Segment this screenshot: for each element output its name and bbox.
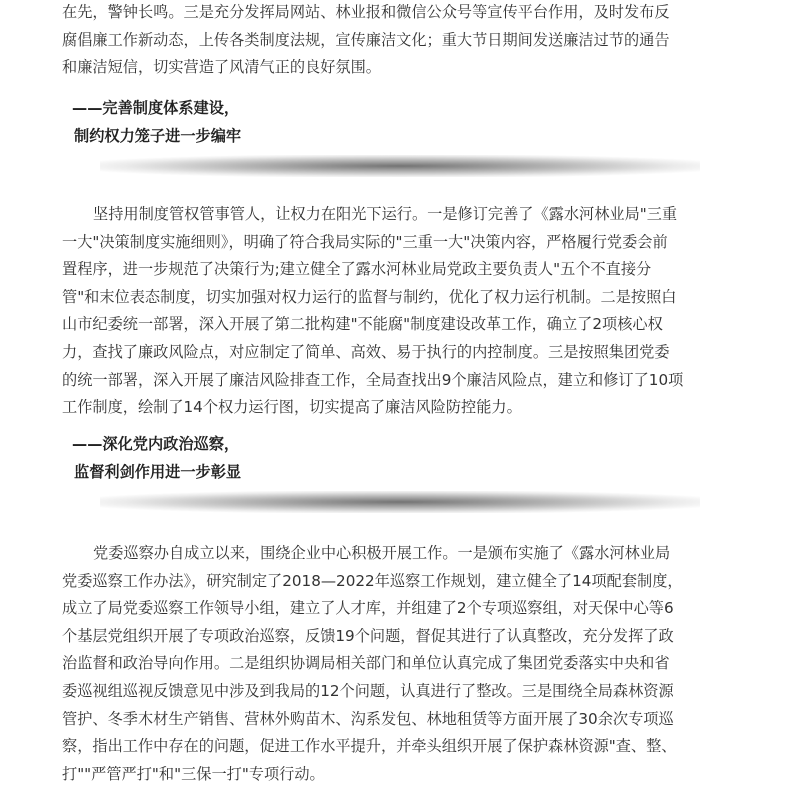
paragraph-line: 委巡视组巡视反馈意见中涉及到我局的12个问题，认真进行了整改。三是围绕全局森林资源 xyxy=(62,681,674,700)
section1-heading xyxy=(72,94,241,150)
paragraph-line: 腐倡廉工作新动态，上传各类制度法规，宣传廉洁文化；重大节日期间发送廉洁过节的通告 xyxy=(62,30,670,49)
section2-heading-line1: ——深化党内政治巡察， xyxy=(72,435,240,453)
paragraph-line: 管"和末位表态制度，切实加强对权力运行的监督与制约，优化了权力运行机制。二是按照白 xyxy=(62,287,677,306)
paragraph-line: 坚持用制度管权管事管人，让权力在阳光下运行。一是修订完善了《露水河林业局"三重 xyxy=(93,205,678,223)
paragraph-line: 一大"决策制度实施细则》，明确了符合我局实际的"三重一大"决策内容，严格履行党委会前 xyxy=(62,232,668,251)
section2-divider-shadow xyxy=(100,491,700,513)
section2-paragraph xyxy=(62,540,748,788)
paragraph-line: 山市纪委统一部署，深入开展了第二批构建"不能腐"制度建设改革工作，确立了2项核心权 xyxy=(62,315,663,334)
paragraph-line: 置程序，进一步规范了决策行为;建立健全了露水河林业局党政主要负责人"五个不直接分 xyxy=(62,260,652,279)
paragraph-line: 党委巡察办自成立以来，围绕企业中心积极开展工作。一是颁布实施了《露水河林业局 xyxy=(93,544,671,562)
section1-divider-shadow xyxy=(100,155,700,177)
paragraph-line: 工作制度，绘制了14个权力运行图，切实提高了廉洁风险防控能力。 xyxy=(62,398,522,417)
paragraph-line: 和廉洁短信，切实营造了风清气正的良好氛围。 xyxy=(62,58,381,77)
paragraph-line: 治监督和政治导向作用。二是组织协调局相关部门和单位认真完成了集团党委落实中央和省 xyxy=(62,654,670,673)
paragraph-line: 党委巡察工作办法》，研究制定了2018—2022年巡察工作规划，建立健全了14项配套制度， xyxy=(62,571,683,590)
section1-heading-line1: ——完善制度体系建设， xyxy=(72,99,240,117)
paragraph-line: 力，查找了廉政风险点，对应制定了简单、高效、易于执行的内控制度。三是按照集团党委 xyxy=(62,342,670,361)
paragraph-line: 管护、冬季木材生产销售、营林外购苗木、沟系发包、林地租赁等方面开展了30余次专项巡 xyxy=(62,709,674,728)
section2-heading xyxy=(72,430,241,486)
section2-heading-line2: 监督利剑作用进一步彰显 xyxy=(74,463,242,481)
paragraph-line: 在先，警钟长鸣。三是充分发挥局网站、林业报和微信公众号等宣传平台作用，及时发布反 xyxy=(62,3,670,21)
paragraph-line: 成立了局党委巡察工作领导小组，建立了人才库，并组建了2个专项巡察组，对天保中心等6 xyxy=(62,599,674,618)
section1-paragraph xyxy=(62,201,748,422)
paragraph-line: 打""严管严打"和"三保一打"专项行动。 xyxy=(62,764,325,783)
section1-heading-line2: 制约权力笼子进一步编牢 xyxy=(74,127,242,145)
paragraph-line: 察，指出工作中存在的问题，促进工作水平提升，并牵头组织开展了保护森林资源"查、整、 xyxy=(62,737,677,756)
paragraph-line: 个基层党组织开展了专项政治巡察，反馈19个问题，督促其进行了认真整改，充分发挥了政 xyxy=(62,626,674,645)
paragraph-line: 的统一部署，深入开展了廉洁风险排查工作，全局查找出9个廉洁风险点，建立和修订了10项 xyxy=(62,370,684,389)
intro-paragraph xyxy=(62,0,748,82)
